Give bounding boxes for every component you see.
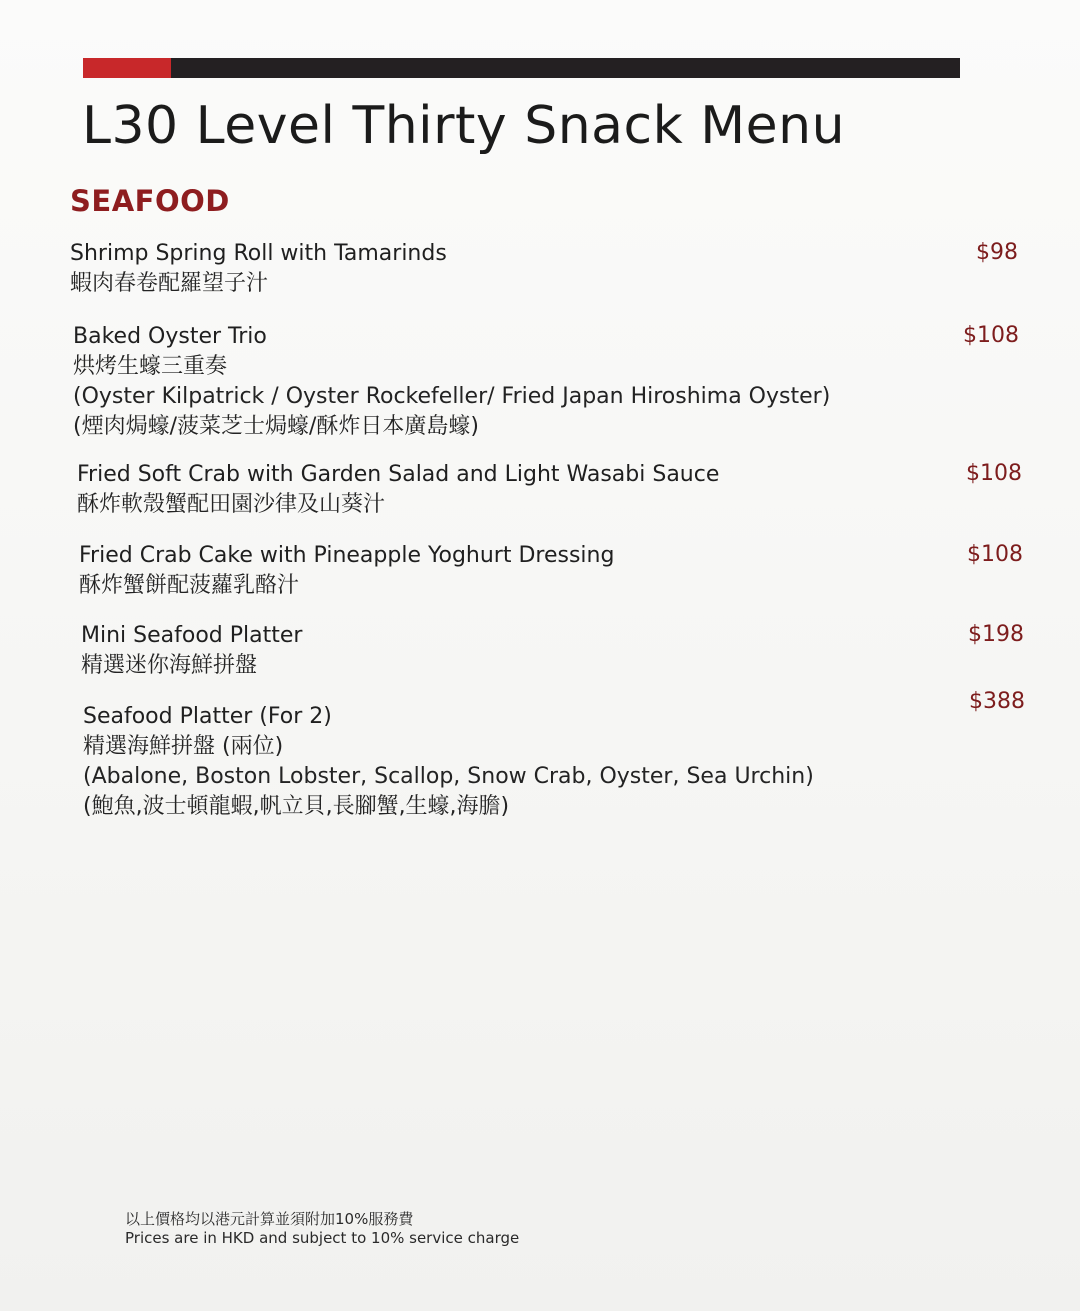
item-chinese-name: 蝦肉春卷配羅望子汁 <box>70 271 269 296</box>
item-price: $108 <box>966 461 1022 486</box>
top-decorative-bar <box>83 58 960 78</box>
page-title: L30 Level Thirty Snack Menu <box>82 96 846 156</box>
item-name: Seafood Platter (For 2) <box>83 704 332 729</box>
menu-item-fried-crab-cake <box>79 540 1023 601</box>
top-bar-dark <box>171 58 960 78</box>
item-description-en: (Abalone, Boston Lobster, Scallop, Snow Crab, Oyster, Sea Urchin) <box>83 764 814 789</box>
item-name: Mini Seafood Platter <box>81 623 303 648</box>
item-name: Fried Soft Crab with Garden Salad and Light Wasabi Sauce <box>77 462 720 487</box>
footer-note <box>125 1210 519 1248</box>
footer-note-zh: 以上價格均以港元計算並須附加10%服務費 <box>125 1210 414 1228</box>
top-bar-accent <box>83 58 171 78</box>
item-chinese-name: 酥炸軟殼蟹配田園沙律及山葵汁 <box>77 492 386 517</box>
section-heading-seafood: SEAFOOD <box>70 184 230 218</box>
item-price: $388 <box>969 689 1025 714</box>
item-description-zh: (鮑魚,波士頓龍蝦,帆立貝,長腳蟹,生蠔,海膽) <box>83 794 510 819</box>
item-name: Fried Crab Cake with Pineapple Yoghurt Dressing <box>79 543 615 568</box>
item-description-zh: (煙肉焗蠔/菠菜芝士焗蠔/酥炸日本廣島蠔) <box>73 414 479 439</box>
menu-item-mini-seafood-platter <box>81 620 1024 681</box>
menu-item-baked-oyster-trio <box>73 321 1019 442</box>
item-chinese-name: 精選迷你海鮮拼盤 <box>81 653 258 678</box>
item-chinese-name: 酥炸蟹餅配菠蘿乳酪汁 <box>79 573 300 598</box>
item-name: Shrimp Spring Roll with Tamarinds <box>70 241 447 266</box>
item-chinese-name: 精選海鮮拼盤 (兩位) <box>83 734 284 759</box>
menu-item-fried-soft-crab <box>77 459 1022 520</box>
item-name: Baked Oyster Trio <box>73 324 267 349</box>
item-price: $198 <box>968 622 1024 647</box>
item-price: $108 <box>967 542 1023 567</box>
item-price: $108 <box>963 323 1019 348</box>
item-price: $98 <box>976 240 1018 265</box>
item-description-en: (Oyster Kilpatrick / Oyster Rockefeller/ Fried Japan Hiroshima Oyster) <box>73 384 831 409</box>
item-chinese-name: 烘烤生蠔三重奏 <box>73 354 228 379</box>
footer-note-en: Prices are in HKD and subject to 10% service charge <box>125 1229 520 1247</box>
menu-item-seafood-platter <box>83 689 1025 822</box>
menu-item-shrimp-spring-roll <box>70 238 1018 299</box>
